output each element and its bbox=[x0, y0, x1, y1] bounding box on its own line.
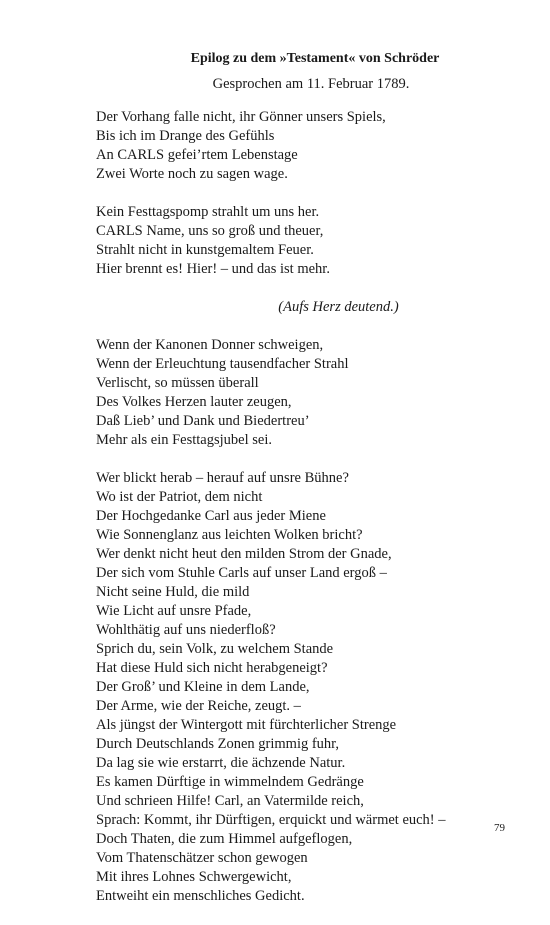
verse-line: Wohlthätig auf uns niederfloß? bbox=[96, 622, 276, 638]
stanza bbox=[96, 108, 516, 184]
verse-line: Wie Sonnenglanz aus leichten Wolken bricht? bbox=[96, 527, 363, 543]
verse-line: Daß Lieb’ und Dank und Biedertreu’ bbox=[96, 413, 310, 429]
verse-line: Nicht seine Huld, die mild bbox=[96, 584, 250, 600]
verse-line: Mehr als ein Festtagsjubel sei. bbox=[96, 432, 272, 448]
verse-line: Strahlt nicht in kunstgemaltem Feuer. bbox=[96, 242, 314, 258]
stanza bbox=[96, 469, 516, 906]
verse-line: Mit ihres Lohnes Schwergewicht, bbox=[96, 869, 292, 885]
verse-line: Vom Thatenschätzer schon gewogen bbox=[96, 850, 308, 866]
stanzas-after bbox=[96, 336, 516, 925]
verse-line: Als jüngst der Wintergott mit fürchterlicher Strenge bbox=[96, 717, 397, 733]
verse-line: Des Volkes Herzen lauter zeugen, bbox=[96, 394, 292, 410]
stanza-gap bbox=[96, 450, 516, 469]
stage-direction: (Aufs Herz deutend.) bbox=[278, 299, 399, 315]
stanza-gap bbox=[96, 906, 516, 925]
stanza-gap bbox=[96, 317, 516, 336]
verse-line: Der sich vom Stuhle Carls auf unser Land ergoß – bbox=[96, 565, 387, 581]
verse-line: Zwei Worte noch zu sagen wage. bbox=[96, 166, 288, 182]
stanzas-before bbox=[96, 108, 516, 298]
verse-line: Doch Thaten, die zum Himmel aufgeflogen, bbox=[96, 831, 353, 847]
poem-body bbox=[96, 108, 516, 925]
stanza bbox=[96, 336, 516, 450]
verse-line: Es kamen Dürftige in wimmelndem Gedränge bbox=[96, 774, 364, 790]
verse-line: Bis ich im Drange des Gefühls bbox=[96, 128, 275, 144]
verse-line: Hier brennt es! Hier! – und das ist mehr. bbox=[96, 261, 330, 277]
verse-line: Der Vorhang falle nicht, ihr Gönner unsers Spiels, bbox=[96, 109, 386, 125]
verse-line: Kein Festtagspomp strahlt um uns her. bbox=[96, 204, 320, 220]
stanza-gap bbox=[96, 279, 516, 298]
verse-line: Wer denkt nicht heut den milden Strom der Gnade, bbox=[96, 546, 392, 562]
verse-line: Und schrieen Hilfe! Carl, an Vatermilde reich, bbox=[96, 793, 364, 809]
verse-line: CARLS Name, uns so groß und theuer, bbox=[96, 223, 324, 239]
verse-line: Entweiht ein menschliches Gedicht. bbox=[96, 888, 305, 904]
verse-line: Da lag sie wie erstarrt, die ächzende Natur. bbox=[96, 755, 346, 771]
verse-line: Wer blickt herab – herauf auf unsre Bühne? bbox=[96, 470, 349, 486]
verse-line: Wenn der Erleuchtung tausendfacher Strahl bbox=[96, 356, 349, 372]
page-number: 79 bbox=[494, 822, 505, 834]
verse-line: Sprich du, sein Volk, zu welchem Stande bbox=[96, 641, 334, 657]
verse-line: An CARLS gefei’rtem Lebenstage bbox=[96, 147, 298, 163]
verse-line: Wie Licht auf unsre Pfade, bbox=[96, 603, 252, 619]
verse-line: Der Arme, wie der Reiche, zeugt. – bbox=[96, 698, 301, 714]
verse-line: Wenn der Kanonen Donner schweigen, bbox=[96, 337, 324, 353]
verse-line: Sprach: Kommt, ihr Dürftigen, erquickt und wärmet euch! – bbox=[96, 812, 446, 828]
stanza bbox=[96, 203, 516, 279]
verse-line: Durch Deutschlands Zonen grimmig fuhr, bbox=[96, 736, 340, 752]
poem-title: Epilog zu dem »Testament« von Schröder bbox=[190, 51, 440, 66]
verse-line: Hat diese Huld sich nicht herabgeneigt? bbox=[96, 660, 328, 676]
verse-line: Wo ist der Patriot, dem nicht bbox=[96, 489, 263, 505]
verse-line: Verlischt, so müssen überall bbox=[96, 375, 259, 391]
stanza-gap bbox=[96, 184, 516, 203]
verse-line: Der Groß’ und Kleine in dem Lande, bbox=[96, 679, 310, 695]
poem-subtitle: Gesprochen am 11. Februar 1789. bbox=[212, 76, 410, 92]
verse-line: Der Hochgedanke Carl aus jeder Miene bbox=[96, 508, 326, 524]
